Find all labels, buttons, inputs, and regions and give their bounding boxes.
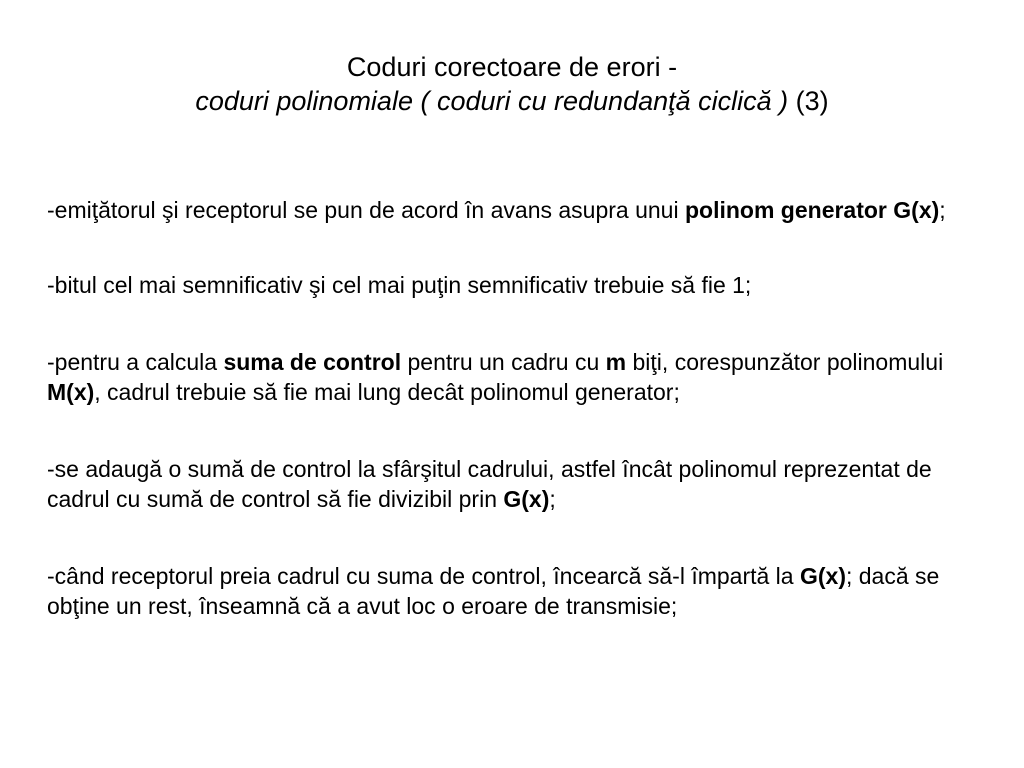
p3-bold-3: M(x) — [47, 379, 95, 405]
p3-text-3: biţi, corespunzător polinomului — [626, 349, 944, 375]
paragraph-significant-bits — [47, 270, 982, 300]
p3-text-1: -pentru a calcula — [47, 349, 224, 375]
title-suffix: (3) — [788, 86, 829, 116]
title-line-1: Coduri corectoare de erori - — [346, 52, 678, 82]
p3-text-4: , cadrul trebuie să fie mai lung decât polinomul generator; — [94, 379, 680, 405]
p1-text-2: ; — [939, 197, 946, 223]
p4-text-2: ; — [549, 486, 556, 512]
p5-text-1: -când receptorul preia cadrul cu suma de control, încearcă să-l împartă la — [47, 563, 800, 589]
paragraph-append-checksum — [47, 454, 982, 514]
title-line-2 — [0, 84, 1024, 118]
p3-bold-2: m — [605, 349, 627, 375]
paragraph-checksum-calculation — [47, 347, 982, 407]
p1-text-1: -emiţătorul şi receptorul se pun de acord în avans asupra unui — [47, 197, 685, 223]
title-italic-text: coduri polinomiale ( coduri cu redundanţă ciclică ) — [195, 86, 789, 116]
paragraph-receiver-division — [47, 561, 982, 621]
slide-title — [0, 50, 1024, 118]
p4-bold-1: G(x) — [503, 486, 550, 512]
p5-bold-1: G(x) — [799, 563, 846, 589]
p3-bold-1: suma de control — [223, 349, 402, 375]
p5-text-2: ; dacă se obţine un rest, înseamnă că a avut loc o eroare de transmisie; — [47, 563, 940, 619]
paragraph-generator-polynomial — [47, 195, 982, 225]
slide-body — [47, 195, 982, 666]
p3-text-2: pentru un cadru cu — [401, 349, 606, 375]
p4-text-1: -se adaugă o sumă de control la sfârşitul cadrului, astfel încât polinomul reprezentat de cadrul cu sumă de control să fie divizibil prin — [47, 456, 932, 512]
p1-bold-1: polinom generator G(x) — [684, 197, 940, 223]
p2-text-1: -bitul cel mai semnificativ şi cel mai puţin semnificativ trebuie să fie 1; — [47, 272, 752, 298]
